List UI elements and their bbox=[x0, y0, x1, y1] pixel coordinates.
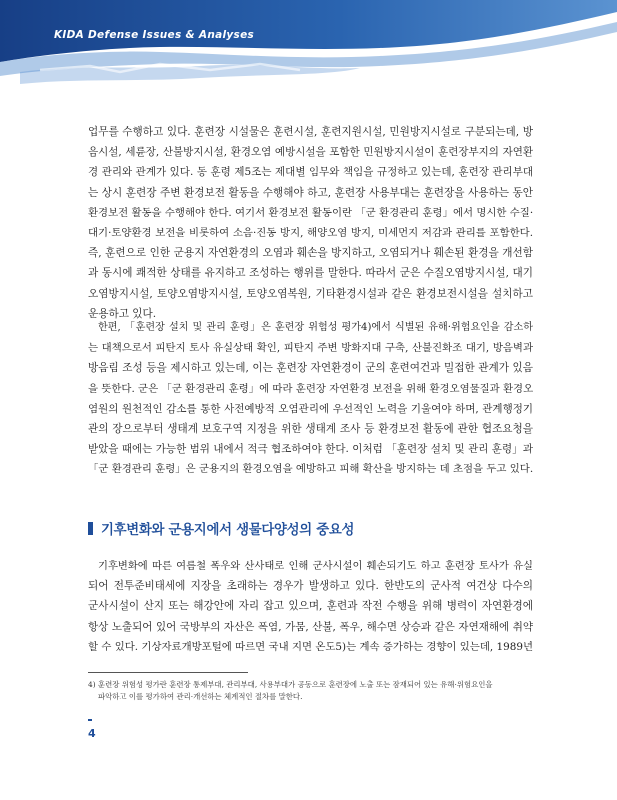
header-banner bbox=[0, 0, 617, 95]
text-line: 할 수 있다. 기상자료개방포털에 따르면 국내 지면 온도5)는 계속 증가하는 경향이 있는데, 1989년 bbox=[88, 640, 533, 653]
text-line: 경 관리와 관계가 있다. 동 훈령 제5조는 제대별 임무와 책임을 규정하고 있는데, 훈련장 관리부대 bbox=[88, 166, 533, 179]
text-line: 즉, 훈련으로 인한 군용지 자연환경의 오염과 훼손을 방지하고, 오염되거나 훼손된 환경을 개선함 bbox=[88, 247, 533, 260]
text-line: 는 상시 훈련장 주변 환경보전 활동을 수행해야 하고, 훈련장 사용부대는 훈련장을 사용하는 동안 bbox=[88, 186, 533, 199]
text-line: 방음림 조성 등을 제시하고 있는데, 이는 훈련장 자연환경이 군의 훈련여건과 밀접한 관계가 있음 bbox=[88, 362, 533, 375]
text-line: 되어 전투준비태세에 지장을 초래하는 경우가 발생하고 있다. 한반도의 군사적 여건상 다수의 bbox=[88, 580, 533, 593]
heading-bar-icon bbox=[88, 522, 93, 535]
footnote-divider bbox=[88, 672, 248, 673]
page-number: 4 bbox=[88, 727, 96, 740]
text-line: 한편, 「훈련장 설치 및 관리 훈령」은 훈련장 위험성 평가4)에서 식별된 유해·위험요인을 감소하 bbox=[98, 322, 533, 333]
series-title: KIDA Defense Issues & Analyses bbox=[54, 29, 255, 41]
page-marker bbox=[88, 719, 92, 721]
text-line: 오염방지시설, 토양오염방지시설, 토양오염복원, 기타환경시설과 같은 환경보전시설을 설치하고 bbox=[88, 287, 533, 300]
text-line: 대기·토양환경 보전을 비롯하여 소음·진동 방지, 해양오염 방지, 미세먼지 저감과 관리를 포함한다. bbox=[88, 227, 533, 240]
text-line: 받았을 때에는 가능한 범위 내에서 적극 협조하여야 한다. 이처럼 「훈련장 설치 및 관리 훈령」과 bbox=[88, 443, 533, 456]
text-line: 환경보전 활동을 수행해야 한다. 여기서 환경보전 활동이란 「군 환경관리 훈령」에서 명시한 수질· bbox=[88, 206, 534, 219]
text-line: 운용하고 있다. bbox=[88, 307, 157, 320]
text-line: 업무를 수행하고 있다. 훈련장 시설물은 훈련시설, 훈련지원시설, 민원방지시설로 구분되는데, 방 bbox=[88, 126, 533, 138]
text-line: 군사시설이 산지 또는 해강안에 자리 잡고 있으며, 훈련과 작전 수행을 위해 병력이 자연환경에 bbox=[88, 600, 533, 613]
text-line: 을 뜻한다. 군은 「군 환경관리 훈령」에 따라 훈련장 자연환경 보전을 위해 환경오염물질과 환경오 bbox=[88, 382, 534, 395]
text-line: 기후변화에 따른 여름철 폭우와 산사태로 인해 군사시설이 훼손되기도 하고 훈련장 토사가 유실 bbox=[98, 560, 533, 572]
body-paragraph-3 bbox=[88, 556, 533, 657]
text-line: 과 동시에 쾌적한 상태를 유지하고 조성하는 행위를 말한다. 따라서 군은 수질오염방지시설, 대기 bbox=[88, 267, 533, 280]
body-paragraph-2 bbox=[88, 318, 533, 480]
footnote bbox=[88, 679, 533, 703]
body-paragraph-1 bbox=[88, 122, 533, 324]
text-line: 관의 장으로부터 생태계 보호구역 지정을 위한 생태계 조사 등 환경보전 활동에 관한 협조요청을 bbox=[88, 423, 533, 436]
section-heading bbox=[88, 519, 354, 538]
text-line: 는 대책으로서 피탄지 토사 유실상태 확인, 피탄지 주변 방화지대 구축, 산불진화조 대기, 방음벽과 bbox=[88, 342, 533, 355]
text-line: 「군 환경관리 훈령」은 군용지의 환경오염을 예방하고 피해 확산을 방지하는 데 초점을 두고 있다. bbox=[88, 463, 534, 476]
text-line: 음시설, 세륜장, 산불방지시설, 환경오염 예방시설을 포함한 민원방지시설이 훈련장부지의 자연환 bbox=[88, 146, 533, 159]
section-heading-text: 기후변화와 군용지에서 생물다양성의 중요성 bbox=[101, 523, 355, 538]
text-line: 염원의 원천적인 감소를 통한 사전예방적 오염관리에 우선적인 노력을 기울여야 하며, 관계행정기 bbox=[88, 402, 533, 415]
footnote-line: 4) 훈련장 위험성 평가란 훈련장 통제부대, 관리부대, 사용부대가 공동으로 훈련장에 노출 또는 잠재되어 있는 유해·위험요인을 bbox=[88, 680, 493, 689]
footnote-line: 파악하고 이를 평가하여 관리·개선하는 체계적인 절차를 말한다. bbox=[98, 692, 303, 701]
text-line: 항상 노출되어 있어 국방부의 자산은 폭염, 가뭄, 산불, 폭우, 해수면 상승과 같은 자연재해에 취약 bbox=[88, 620, 533, 633]
